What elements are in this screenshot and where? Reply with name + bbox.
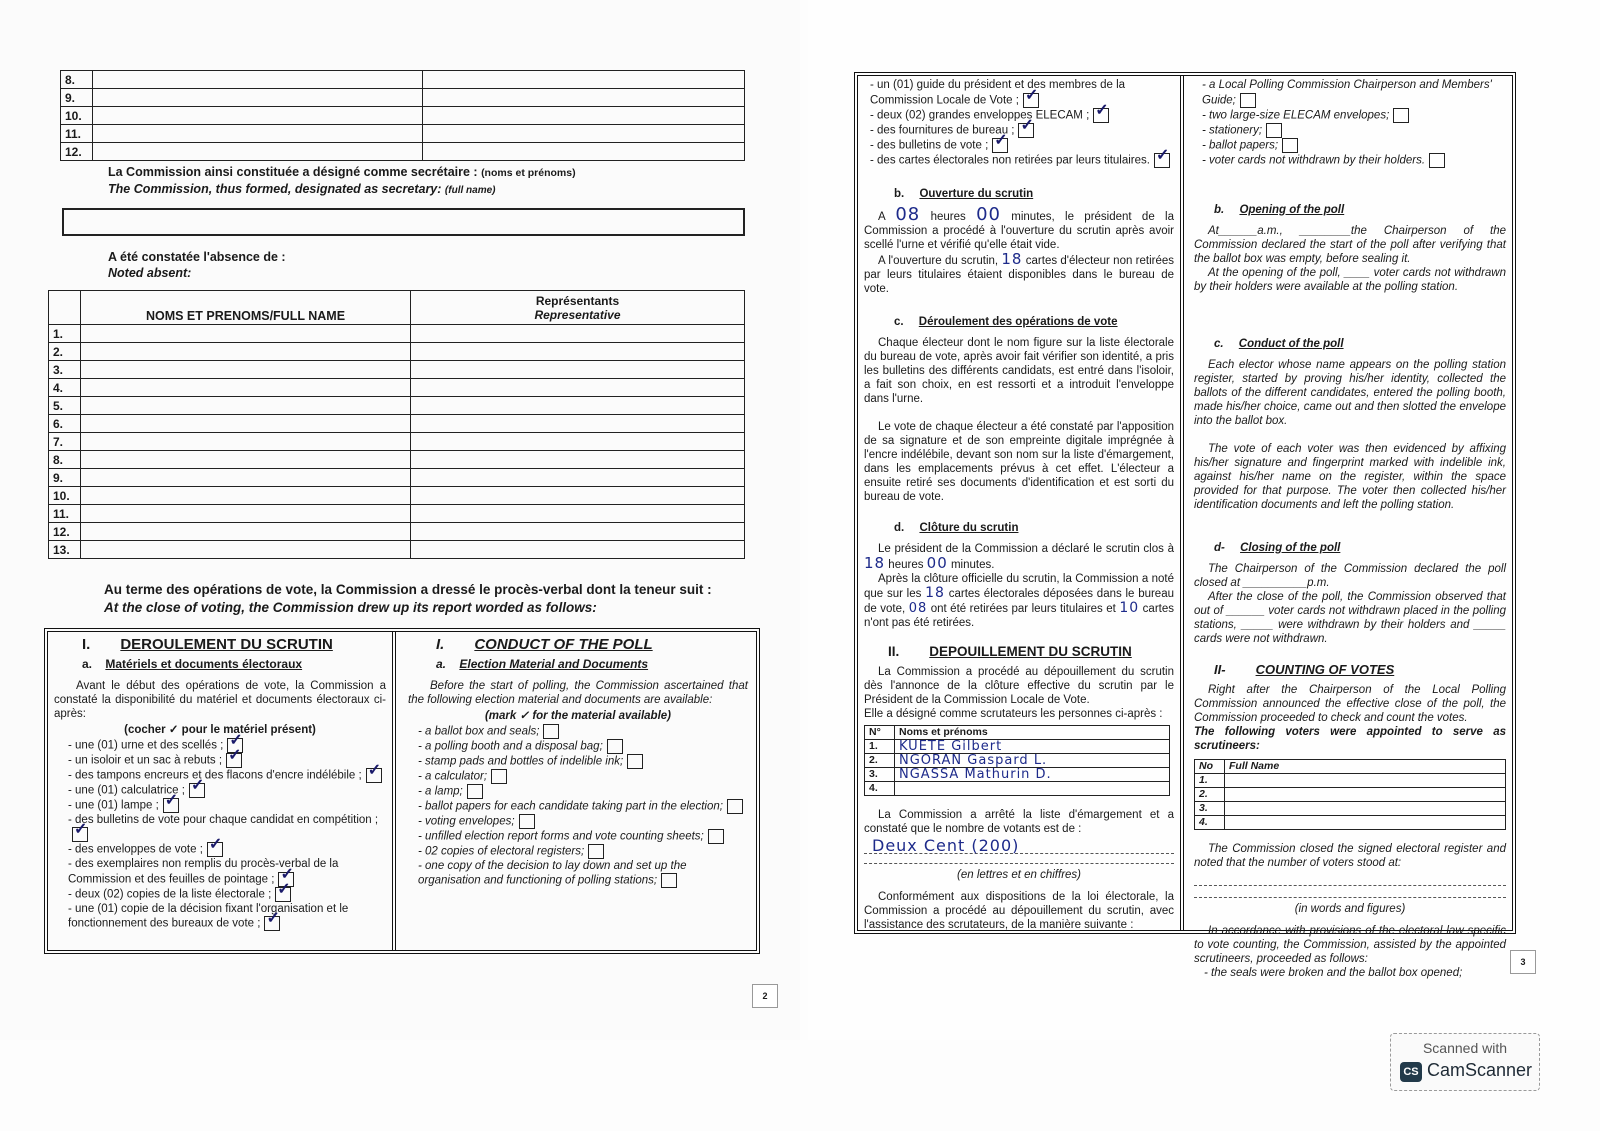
checklist-item: - a ballot box and seals; [418,724,748,739]
checklist-item: - des tampons encreurs et des flacons d'encre indélébile ;✓ [68,768,386,783]
scrutineer-name[interactable]: NGORAN Gaspard L. [895,753,1170,767]
name-cell[interactable] [93,143,423,161]
closing-cards-withdrawn[interactable]: 08 [908,600,928,616]
scrutineer-name[interactable] [1225,801,1506,815]
opening-p2-en: At the opening of the poll, ____ voter cards not withdrawn by their holders were available at the polling station. [1194,266,1506,293]
checklist-item: - deux (02) grandes enveloppes ELECAM ;✓ [870,108,1174,123]
table-row: 3. [49,361,745,379]
checkbox[interactable] [72,827,88,842]
name-cell[interactable] [81,505,411,523]
representative-cell[interactable] [411,343,745,361]
counting-p2-en: The following voters were appointed to serve as scrutineers: [1194,725,1506,752]
name-cell[interactable] [93,71,423,89]
scrutineer-row: 2. NGORAN Gaspard L. [865,753,1170,767]
checkbox[interactable] [992,138,1008,153]
checkbox[interactable] [661,873,677,888]
voters-count-field[interactable]: Deux Cent (200) [864,836,1174,854]
conduct-p2-en: The vote of each voter was then evidenced by affixing his/her signature and fingerprint marked with indelible ink, against his/her name on the register, within the space provided for that purpose. The voter then collected his/her identification documents and left the polling station. [1194,442,1506,511]
checklist-item: - one copy of the decision to lay down and set up the organisation and functioning of polling stations; [418,859,687,887]
representative-cell[interactable] [411,451,745,469]
scrutineers-table-fr: N° Noms et prénoms 1. KUETE Gilbert 2. NGORAN Gaspard L. 3. NGASSA Mathurin D. 4. [864,725,1170,796]
checklist-item: - a polling booth and a disposal bag; [418,739,748,754]
representative-cell[interactable] [411,361,745,379]
checklist-item: - des bulletins de vote ;✓ [870,138,1174,153]
table-row: 8. [49,451,745,469]
checkbox[interactable] [1393,108,1409,123]
checklist-item: - 02 copies of electoral registers; [418,844,748,859]
checkbox[interactable] [519,814,535,829]
checklist-item: - a Local Polling Commission Chairperson and Members' Guide; [1202,79,1492,107]
voters-hint-fr: (en lettres et en chiffres) [957,868,1081,881]
counting-title-en: COUNTING OF VOTES [1255,661,1395,677]
checklist-item: - stamp pads and bottles of indelible ink; [418,754,748,769]
closing-cards-total[interactable]: 18 [925,584,945,601]
name-cell[interactable] [81,451,411,469]
checklist-item: - a lamp; [418,784,748,799]
section1-en-para: Before the start of polling, the Commission ascertained that the following election material and documents are available: [408,680,748,706]
name-cell[interactable] [81,379,411,397]
opening-hours[interactable]: 08 [895,203,921,225]
checkbox[interactable] [163,798,179,813]
table-row: 2. [49,343,745,361]
checkbox[interactable] [491,769,507,784]
name-cell[interactable] [93,107,423,125]
table-row: 10. [49,487,745,505]
section1-fr-subtitle: Matériels et documents électoraux [105,657,303,671]
representative-cell[interactable] [423,89,745,107]
checklist-item: - ballot papers; [1202,138,1506,153]
closing-p2-fr: Après la clôture officielle du scrutin, la Commission a noté que sur les 18 cartes électorales déposées dans le bureau de vote, 08 ont été retirées par leurs titulaires et 10 cartes n'ont pas été retirées. [864,572,1174,629]
table-row: 7. [49,433,745,451]
representative-cell[interactable] [411,487,745,505]
col-representative: Représentants Representative [411,291,745,325]
name-cell[interactable] [81,397,411,415]
section1-en: I. CONDUCT OF THE POLL a. Election Material and Documents Before the start of polling, the Commission ascertained that the following election material and documents are available: (mark ✓ for the material available) - a ballot box and seals; - a polling booth and a disposal bag; - stamp pads and bottles of indelible ink; - a calculator; - a lamp; - ballot papers for each candidate taking part in the election; - voting envelopes; - unfilled election report forms and vote counting sheets; - 02 copies of electoral registers; - one copy of the decision to lay down and set up the organisation and functioning of polling stations; [408,636,748,887]
opening-title-en: Opening of the poll [1239,203,1345,216]
final-item-en: - the seals were broken and the ballot box opened; [1204,966,1463,979]
absent-table [48,290,745,559]
checklist-item: - two large-size ELECAM envelopes; [1202,108,1506,123]
representative-cell[interactable] [411,469,745,487]
table-row: 6. [49,415,745,433]
name-cell[interactable] [81,433,411,451]
checkbox[interactable] [207,842,223,857]
checklist-item: - a calculator; [418,769,748,784]
checklist-item: - des exemplaires non remplis du procès-verbal de la Commission et des feuilles de pointage ;✓ [68,857,386,887]
checkbox[interactable] [607,739,623,754]
opening-p1-en: At______a.m., ________the Chairperson of the Commission declared the start of the poll after verifying that the ballot box was empty, before sealing it. [1194,224,1506,265]
table-row: 5. [49,397,745,415]
report-intro-en: At the close of voting, the Commission drew up its report worded as follows: [104,600,597,615]
checklist-item: - des fournitures de bureau ;✓ [870,123,1174,138]
scrutineer-name[interactable]: NGASSA Mathurin D. [895,767,1170,781]
table-row: 9. [61,89,745,107]
scrutineer-row: 4. [1195,815,1506,829]
conduct-p1-en: Each elector whose name appears on the polling station register, started by proving his/her identity, collected the ballots of the different candidates, entered the polling booth, made his/her choice, came out and then slotted the envelope into the ballot box. [1194,358,1506,427]
final-para-en: In accordance with provisions of the electoral law specific to vote counting, the Commission, assisted by the appointed scrutineers, proceeded as follows: [1194,924,1506,965]
counting-title-fr: DEPOUILLEMENT DU SCRUTIN [929,643,1132,659]
checklist-item: - un (01) guide du président et des membres de la Commission Locale de Vote ;✓ [870,78,1174,108]
page-number-2: 2 [752,984,778,1008]
camscanner-watermark: Scanned with CS CamScanner [1390,1033,1540,1091]
table-row: 8. [61,71,745,89]
table-row: 9. [49,469,745,487]
voters-para-fr: La Commission a arrêté la liste d'émargement et a constaté que le nombre de votants est de : [864,808,1174,835]
checkbox[interactable] [275,887,291,902]
checkbox[interactable] [727,799,743,814]
checkbox[interactable] [226,753,242,768]
voters-hint-en: (in words and figures) [1294,902,1406,915]
checklist-item: - des cartes électorales non retirées par leurs titulaires.✓ [870,153,1174,168]
table-row: 12. [61,143,745,161]
name-cell[interactable] [93,125,423,143]
section1-en-instruction: (mark ✓ for the material available) [484,710,672,722]
name-cell[interactable] [81,325,411,343]
scrutineer-name[interactable]: KUETE Gilbert [895,739,1170,753]
table-row: 10. [61,107,745,125]
checklist-item: - une (01) urne et des scellés ;✓ [68,738,386,753]
representative-cell[interactable] [411,379,745,397]
representative-cell[interactable] [423,107,745,125]
representative-cell[interactable] [423,143,745,161]
final-para-fr: Conformément aux dispositions de la loi électorale, la Commission a procédé au dépouillement du scrutin, avec l'assistance des scrutateurs, de la manière suivante : [864,890,1174,931]
scrutineer-row: 1. KUETE Gilbert [865,739,1170,753]
right-page [808,0,1600,1040]
representative-cell[interactable] [411,541,745,559]
opening-cards-fr: A l'ouverture du scrutin, 18 cartes d'électeur non retirées par leurs titulaires étaient disponibles dans le bureau de vote. [864,249,1174,295]
closing-p1-fr: Le président de la Commission a déclaré le scrutin clos à 18 heures 00 minutes. [864,542,1174,572]
name-cell[interactable] [81,487,411,505]
table-row: 12. [49,523,745,541]
checkbox[interactable] [543,724,559,739]
name-cell[interactable] [81,361,411,379]
section1-en-title: CONDUCT OF THE POLL [474,636,653,653]
opening-title-fr: Ouverture du scrutin [919,187,1034,200]
table-row: 1. [49,325,745,343]
scrutineer-row: 2. [1195,787,1506,801]
name-cell[interactable] [81,343,411,361]
left-page [0,0,800,1040]
name-cell[interactable] [81,541,411,559]
section1-fr-instruction: (cocher ✓ pour le matériel présent) [124,724,316,736]
checkbox[interactable] [1282,138,1298,153]
page-number-3: 3 [1510,950,1536,974]
checklist-item: - deux (02) copies de la liste électorale ;✓ [68,887,386,902]
conduct-p2-fr: Le vote de chaque électeur a été constaté par l'apposition de sa signature et de son empreinte digitale imprégnée à l'encre indélébile, devant son nom sur la liste d'émargement, dans les emplacements prévus à cet effet. L'électeur a ensuite retiré ses documents d'identification et est sorti du bureau de vote. [864,420,1174,503]
checkbox[interactable] [588,844,604,859]
name-cell[interactable] [93,89,423,107]
scrutineer-name[interactable] [1225,815,1506,829]
table-row: 11. [61,125,745,143]
scrutineer-row: 1. [1195,773,1506,787]
scrutineer-name[interactable] [1225,773,1506,787]
checkbox[interactable] [1093,108,1109,123]
name-cell[interactable] [81,469,411,487]
conduct-title-fr: Déroulement des opérations de vote [918,315,1118,328]
section1-fr-title: DEROULEMENT DU SCRUTIN [120,636,333,653]
representative-cell[interactable] [411,325,745,343]
conduct-box [44,628,760,954]
checkbox[interactable] [1154,153,1170,168]
checkbox[interactable] [1266,123,1282,138]
checkbox[interactable] [189,783,205,798]
absent-label-fr: A été constatée l'absence de : [108,250,286,264]
closing-title-fr: Clôture du scrutin [919,521,1019,534]
checkbox[interactable] [1429,153,1445,168]
closing-title-en: Closing of the poll [1240,541,1341,554]
representative-cell[interactable] [423,125,745,143]
checkbox[interactable] [264,916,280,931]
counting-p1-en: Right after the Chairperson of the Local Polling Commission announced the effective close of the poll, the Commission proceeded to check and count the votes. [1194,683,1506,724]
representative-cell[interactable] [411,523,745,541]
closing-p2-en: After the close of the poll, the Commission observed that out of ______ voter cards not withdrawn placed in the polling stations, _____ were withdrawn by their holders and _____ cards were not withdrawn. [1194,590,1506,645]
voters-para-en: The Commission closed the signed electoral register and noted that the number of voters stood at: [1194,842,1506,869]
scrutineers-table-en: No Full Name 1. 2. 3. 4. [1194,759,1506,830]
report-intro-fr: Au terme des opérations de vote, la Commission a dressé le procès-verbal dont la teneur suit : [104,582,712,597]
closing-minutes[interactable]: 00 [926,553,948,572]
right-fr-column: - un (01) guide du président et des membres de la Commission Locale de Vote ;✓ - deux (02) grandes enveloppes ELECAM ;✓ - des fournitures de bureau ;✓ - des bulletins de vote ;✓ - des cartes électorales non retirées par leurs titulaires.✓ b. Ouverture du scrutin A 08 heures 00 minutes, le président de la Commission a procédé à l'ouverture du scrutin après avoir scellé l'urne et vérifié qu'elle était vide. A l'ouverture du scrutin, 18 cartes d'électeur non retirées par leurs titulaires étaient disponibles dans le bureau de vote. c. Déroulement des opérations de vote Chaque électeur dont le nom figure sur la liste électorale du bureau de vote, après avoir fait vérifier son identité, a pris les bulletins des différents candidats, est entré dans l'isoloir, a fait son choix, en est ressorti et a introduit l'enveloppe dans l'urne. Le vote de chaque électeur a été constaté par l'apposition de sa signature et de son empreinte digitale imprégnée à l'encre indélébile, devant son nom sur la liste d'émargement, dans les emplacements prévus à cet effet. L'électeur a ensuite retiré ses documents d'identification et est sorti du bureau de vote. d. Clôture du scrutin Le président de la Commission a déclaré le scrutin clos à 18 heures 00 minutes. Après la clôture officielle du scrutin, la Commission a noté que sur les 18 cartes électorales déposées dans le bureau de vote, 08 ont été retirées par leurs titulaires et 10 cartes n'ont pas été retirées. II. DEPOUILLEMENT DU SCRUTIN La Commission a procédé au dépouillement du scrutin dès l'annonce de la clôture effective du scrutin par le Président de la Commission Locale de Vote. Elle a désigné comme scrutateurs les personnes ci-après : N° Noms et prénoms 1. KUETE Gilbert 2. NGORAN Gaspard L. 3. NGASSA Mathurin D. 4. La Commission a arrêté la liste d'émargement et a constaté que le nombre de votants est de : Deux Cent (200) (en lettres et en chiffres) Conformément aux dispositions de la loi électorale, la Commission a procédé au dépouillement du scrutin, avec l'assistance des scrutateurs, de la manière suivante : [858,76,1184,930]
name-cell[interactable] [81,415,411,433]
checklist-item: - une (01) copie de la décision fixant l'organisation et le fonctionnement des bureaux de vote ;✓ [68,902,386,932]
representative-cell[interactable] [411,505,745,523]
checklist-item: - des enveloppes de vote ;✓ [68,842,386,857]
opening-minutes[interactable]: 00 [976,203,1001,225]
checklist-item: - des bulletins de vote pour chaque candidat en compétition ;✓ [68,813,386,843]
secretary-field[interactable] [62,208,745,236]
col-full-name: NOMS ET PRENOMS/FULL NAME [81,291,411,325]
table-row: 13. [49,541,745,559]
secretary-label-fr: La Commission ainsi constituée a désigné comme secrétaire : (noms et prénoms) [108,165,576,179]
counting-p2-fr: Elle a désigné comme scrutateurs les personnes ci-après : [864,707,1163,720]
checkbox[interactable] [1018,123,1034,138]
counting-p1-fr: La Commission a procédé au dépouillement du scrutin dès l'annonce de la clôture effective du scrutin par le Président de la Commission Locale de Vote. [864,665,1174,706]
checkbox[interactable] [467,784,483,799]
checkbox[interactable] [366,768,382,783]
representative-cell[interactable] [423,71,745,89]
conduct-title-en: Conduct of the poll [1238,337,1344,350]
checkbox[interactable] [708,829,724,844]
representative-cell[interactable] [411,415,745,433]
name-cell[interactable] [81,523,411,541]
checkbox[interactable] [1240,93,1256,108]
representative-cell[interactable] [411,433,745,451]
section1-fr-para: Avant le début des opérations de vote, la Commission a constaté la disponibilité du matériel et documents électoraux ci-après: [54,680,386,720]
scrutineer-name[interactable] [895,781,1170,795]
opening-para-fr: A 08 heures 00 minutes, le président de la Commission a procédé à l'ouverture du scrutin après avoir scellé l'urne et vérifié qu'elle était vide. [864,203,1174,251]
scrutineer-name[interactable] [1225,787,1506,801]
secretary-label-en: The Commission, thus formed, designated as secretary: (full name) [108,182,496,196]
checklist-item: - une (01) lampe ;✓ [68,798,386,813]
checklist-item: - voting envelopes; [418,814,748,829]
closing-hours[interactable]: 18 [864,553,886,572]
scrutineer-row: 3. [1195,801,1506,815]
voters-count-field-en[interactable] [1194,870,1506,886]
opening-cards-count[interactable]: 18 [1001,249,1023,268]
checklist-item: - unfilled election report forms and vote counting sheets; [418,829,748,844]
checklist-item: - stationery; [1202,123,1506,138]
scrutineer-row: 3. NGASSA Mathurin D. [865,767,1170,781]
closing-cards-not-withdrawn[interactable]: 10 [1119,599,1140,616]
checklist-item: - ballot papers for each candidate taking part in the election; [418,799,748,814]
checklist-item: - un isoloir et un sac à rebuts ;✓ [68,753,386,768]
absent-label-en: Noted absent: [108,266,192,280]
table-row: 11. [49,505,745,523]
closing-p1-en: The Chairperson of the Commission declared the poll closed at __________p.m. [1194,562,1506,589]
right-en-column: - a Local Polling Commission Chairperson and Members' Guide; - two large-size ELECAM envelopes; - stationery; - ballot papers; - voter cards not withdrawn by their holders. b. Opening of the poll At______a.m., ________the Chairperson of the Commission declared the start of the poll after verifying that the ballot box was empty, before sealing it. At the opening of the poll, ____ voter cards not withdrawn by their holders were available at the polling station. c. Conduct of the poll Each elector whose name appears on the polling station register, started by proving his/her identity, collected the ballots of the different candidates, entered the polling booth, made his/her choice, came out and then slotted the envelope into the ballot box. The vote of each voter was then evidenced by affixing his/her signature and fingerprint marked with indelible ink, against his/her name on the register, within the space provided for that purpose. The voter then collected his/her identification documents and left the polling station. d- Closing of the poll The Chairperson of the Commission declared the poll closed at __________p.m. After the close of the poll, the Commission observed that out of ______ voter cards not withdrawn placed in the polling stations, _____ were withdrawn by their holders and _____ cards were not withdrawn. II- COUNTING OF VOTES Right after the Chairperson of the Local Polling Commission announced the effective close of the poll, the Commission proceeded to check and count the votes. The following voters were appointed to serve as scrutineers: No Full Name 1. 2. 3. 4. The Commission closed the signed electoral register and noted that the number of voters stood at: (in words and figures) In accordance with provisions of the electoral law specific to vote counting, the Commission, assisted by the appointed scrutineers, proceeded as follows: - the seals were broken and the ballot box opened; [1194,79,1506,979]
conduct-p1-fr: Chaque électeur dont le nom figure sur la liste électorale du bureau de vote, après avoir fait vérifier son identité, a pris les bulletins des différents candidats, est entré dans l'isoloir, a fait son choix, en est ressorti et a introduit l'enveloppe dans l'urne. [864,336,1174,405]
section1-en-subtitle: Election Material and Documents [459,657,649,671]
table-row: 4. [49,379,745,397]
checklist-item: - voter cards not withdrawn by their holders. [1202,153,1506,168]
camscanner-logo-icon: CS [1400,1062,1422,1082]
right-form-box [854,72,1516,979]
representative-cell[interactable] [411,397,745,415]
members-table [60,70,745,161]
scrutineer-row: 4. [865,781,1170,795]
checklist-item: - une (01) calculatrice ;✓ [68,783,386,798]
section1-fr: I. DEROULEMENT DU SCRUTIN a. Matériels et documents électoraux Avant le début des opérations de vote, la Commission a constaté la disponibilité du matériel et documents électoraux ci-après: (cocher ✓ pour le matériel présent) - une (01) urne et des scellés ;✓ - un isoloir et un sac à rebuts ;✓ - des tampons encreurs et des flacons d'encre indélébile ;✓ - une (01) calculatrice ;✓ - une (01) lampe ;✓ - des bulletins de vote pour chaque candidat en compétition ;✓ - des enveloppes de vote ;✓ - des exemplaires non remplis du procès-verbal de la Commission et des feuilles de pointage ;✓ - deux (02) copies de la liste électorale ;✓ - une (01) copie de la décision fixant l'organisation et le fonctionnement des bureaux de vote ;✓ [48,632,396,950]
checkbox[interactable] [1023,93,1039,108]
checkbox[interactable] [627,754,643,769]
